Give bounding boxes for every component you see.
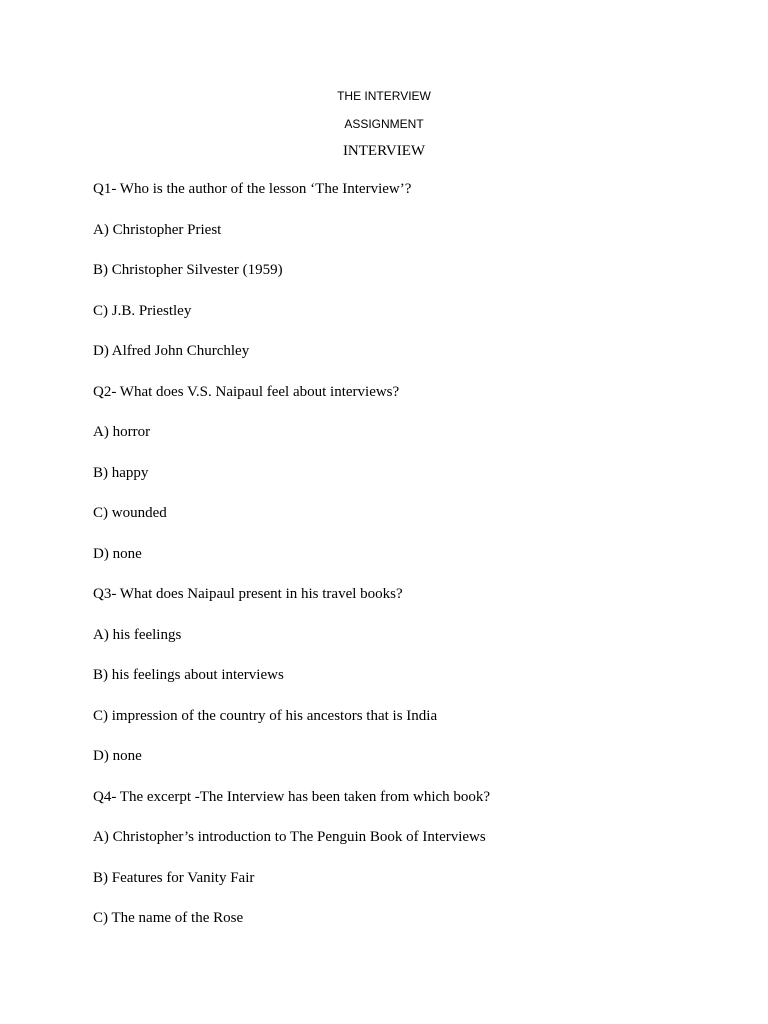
question-4-option-b: B) Features for Vanity Fair — [93, 869, 255, 886]
document-subtitle: ASSIGNMENT — [344, 117, 424, 131]
question-2-option-d: D) none — [93, 545, 142, 562]
question-1: Q1- Who is the author of the lesson ‘The Interview’? — [93, 181, 412, 197]
question-1-option-d: D) Alfred John Churchley — [93, 343, 250, 359]
question-2-option-b: B) happy — [93, 464, 149, 481]
question-3-option-d: D) none — [93, 748, 142, 764]
section-heading: INTERVIEW — [342, 143, 426, 159]
question-4-option-c: C) The name of the Rose — [93, 910, 244, 926]
question-4-option-a: A) Christopher’s introduction to The Penguin Book of Interviews — [93, 829, 486, 845]
question-3-option-a: A) his feelings — [93, 626, 182, 643]
question-1-option-b: B) Christopher Silvester (1959) — [93, 262, 283, 278]
question-3-option-b: B) his feelings about interviews — [93, 667, 284, 683]
question-2-option-c: C) wounded — [93, 505, 167, 521]
question-3-option-c: C) impression of the country of his ancestors that is India — [93, 707, 438, 724]
question-list — [93, 180, 733, 950]
question-1-option-a: A) Christopher Priest — [93, 221, 222, 238]
document-title: THE INTERVIEW — [337, 89, 431, 103]
question-1-option-c: C) J.B. Priestley — [93, 302, 192, 319]
question-2-option-a: A) horror — [93, 424, 151, 440]
question-3: Q3- What does Naipaul present in his travel books? — [93, 586, 403, 602]
question-4: Q4- The excerpt -The Interview has been taken from which book? — [93, 788, 491, 805]
question-2: Q2- What does V.S. Naipaul feel about interviews? — [93, 383, 400, 400]
